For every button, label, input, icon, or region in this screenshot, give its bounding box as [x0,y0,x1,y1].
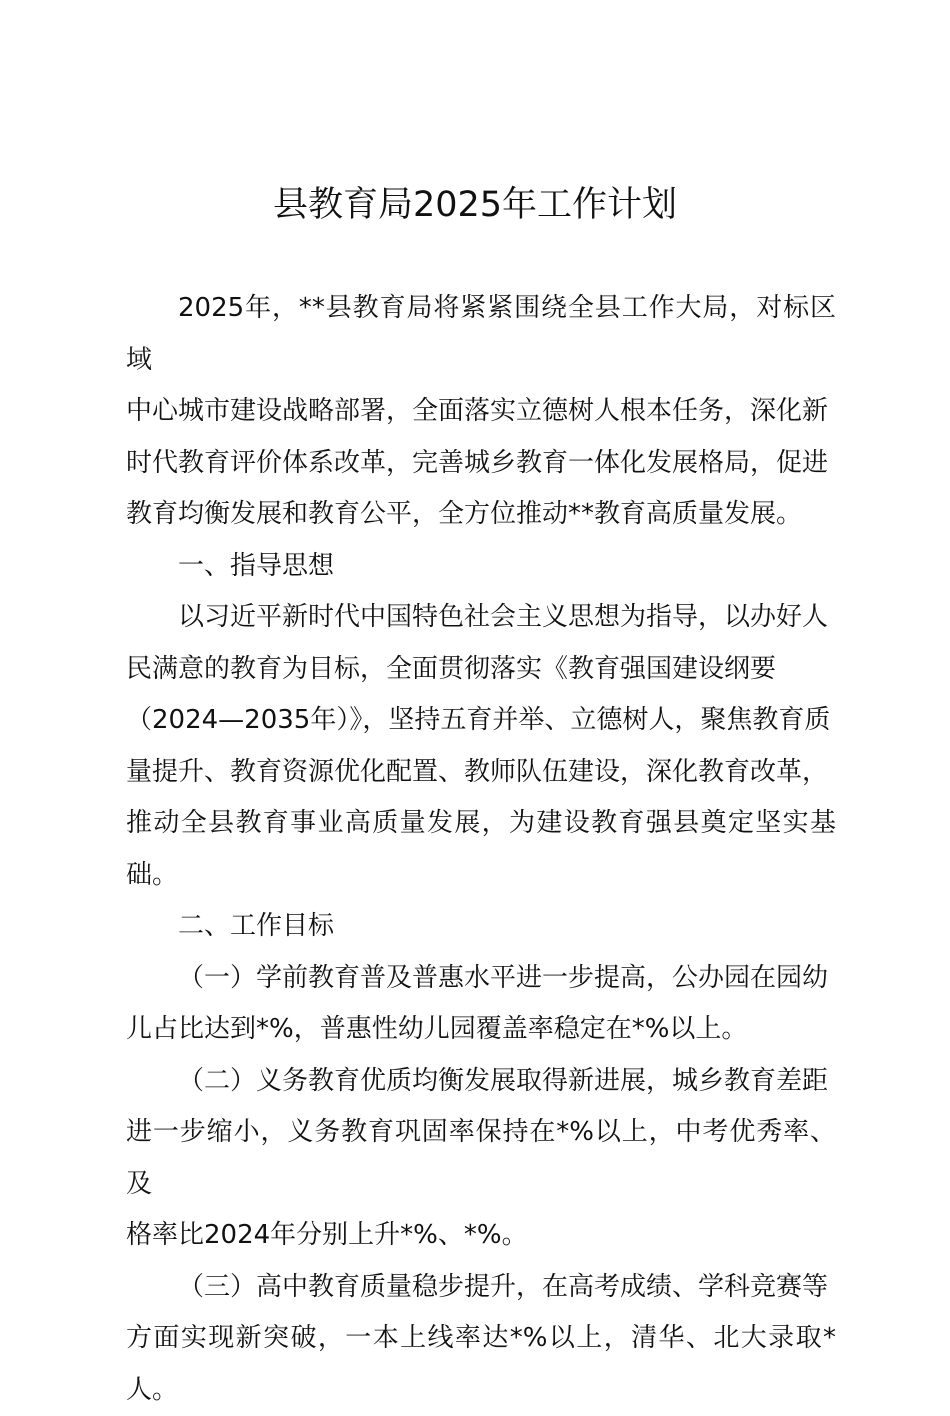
intro-paragraph: 2025年，**县教育局将紧紧围绕全县工作大局，对标区域 中心城市建设战略部署，全面落实立德树人根本任务，深化新 时代教育评价体系改革，完善城乡教育一体化发展格局，促进 教育均衡发展和教育公平，全方位推动**教育高质量发展。 [126,283,836,541]
goal-high-school-paragraph: （三）高中教育质量稳步提升，在高考成绩、学科竞赛等 方面实现新突破，一本上线率达*%以上，清华、北大录取*人。 [126,1262,836,1416]
goal-preschool-paragraph: （一）学前教育普及普惠水平进一步提高，公办园在园幼 儿占比达到*%，普惠性幼儿园覆盖率稳定在*%以上。 [126,953,836,1056]
section-heading-work-goals: 二、工作目标 [126,901,836,953]
guiding-ideology-paragraph: 以习近平新时代中国特色社会主义思想为指导，以办好人 民满意的教育为目标，全面贯彻落实《教育强国建设纲要 （2024—2035年）》，坚持五育并举、立德树人，聚焦教育质 量提升、教育资源优化配置、教师队伍建设，深化教育改革， 推动全县教育事业高质量发展，为建设教育强县奠定坚实基础。 [126,592,836,901]
document-title: 县教育局2025年工作计划 [0,180,950,230]
document-body [126,283,836,1416]
goal-compulsory-education-paragraph: （二）义务教育优质均衡发展取得新进展，城乡教育差距 进一步缩小，义务教育巩固率保持在*%以上，中考优秀率、及 格率比2024年分别上升*%、*%。 [126,1056,836,1262]
section-heading-guiding-ideology: 一、指导思想 [126,541,836,593]
